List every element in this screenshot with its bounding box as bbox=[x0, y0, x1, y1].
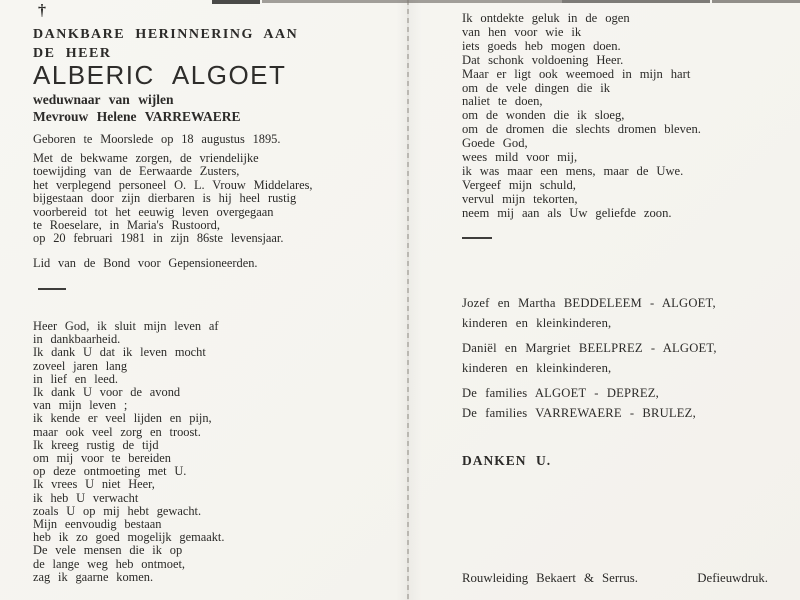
text-line: iets goeds heb mogen doen. bbox=[462, 38, 621, 53]
fold-shadow bbox=[396, 0, 422, 600]
text-line: ik heb U verwacht bbox=[33, 490, 139, 505]
page-left bbox=[33, 0, 393, 600]
text-line: Ik dank U dat ik leven mocht bbox=[33, 345, 206, 360]
thanks-line: DANKEN U. bbox=[462, 453, 552, 468]
widower-line: weduwnaar van wijlen bbox=[33, 92, 174, 107]
text-line: De families VARREWAERE - BRULEZ, bbox=[462, 405, 696, 420]
text-line: Ik kreeg rustig de tijd bbox=[33, 437, 159, 452]
text-line: in dankbaarheid. bbox=[33, 332, 121, 347]
text-line: Maar er ligt ook weemoed in mijn hart bbox=[462, 66, 691, 81]
text-line: om mij voor te bereiden bbox=[33, 451, 171, 466]
text-line: in lief en leed. bbox=[33, 371, 119, 386]
birth-line: Geboren te Moorslede op 18 augustus 1895. bbox=[33, 132, 281, 146]
text-line: heb ik zo goed mogelijk gemaakt. bbox=[33, 530, 225, 545]
memorial-title-line1: DANKBARE HERINNERING AAN bbox=[33, 27, 299, 42]
text-line: Heer God, ik sluit mijn leven af bbox=[33, 319, 219, 333]
text-line: vervul mijn tekorten, bbox=[462, 191, 578, 206]
text-line: De vele mensen die ik op bbox=[33, 543, 183, 558]
text-line: van hen voor wie ik bbox=[462, 24, 582, 39]
text-line: Goede God, bbox=[462, 136, 528, 151]
text-line: zoveel jaren lang bbox=[33, 358, 128, 373]
text-line: Dat schonk voldoening Heer. bbox=[462, 52, 624, 67]
text-line: kinderen en kleinkinderen, bbox=[462, 315, 612, 330]
text-line: neem mij aan als Uw geliefde zoon. bbox=[462, 205, 672, 220]
text-line: Ik vrees U niet Heer, bbox=[33, 477, 155, 492]
text-line: ik was maar een mens, maar de Uwe. bbox=[462, 163, 684, 178]
spouse-name-line: Mevrouw Helene VARREWAERE bbox=[33, 109, 241, 124]
text-line: Vergeef mijn schuld, bbox=[462, 177, 576, 192]
section-divider bbox=[462, 237, 492, 239]
text-line: Daniël en Margriet BEELPREZ - ALGOET, bbox=[462, 341, 717, 355]
text-line: bijgestaan door zijn dierbaren is hij heel rustig bbox=[33, 191, 297, 206]
printer-credit: Defieuwdruk. bbox=[697, 571, 768, 585]
text-line: het verplegend personeel O. L. Vrouw Middelares, bbox=[33, 177, 313, 192]
membership-line: Lid van de Bond voor Gepensioneerden. bbox=[33, 256, 258, 270]
deceased-name: ALBERIC ALGOET bbox=[33, 60, 287, 90]
text-line: De families ALGOET - DEPREZ, bbox=[462, 386, 659, 400]
family-group-families bbox=[462, 384, 696, 423]
death-paragraph bbox=[33, 152, 313, 246]
text-line: zoals U op mij hebt gewacht. bbox=[33, 503, 202, 518]
prayer-text-left bbox=[33, 320, 224, 584]
text-line: ik kende er veel lijden en pijn, bbox=[33, 411, 212, 426]
text-line: toewijding van de Eerwaarde Zusters, bbox=[33, 164, 240, 179]
text-line: wees mild voor mij, bbox=[462, 150, 578, 165]
fold-line bbox=[407, 0, 409, 600]
memorial-title-line2: DE HEER bbox=[33, 46, 112, 61]
section-divider bbox=[38, 288, 66, 290]
text-line: Jozef en Martha BEDDELEEM - ALGOET, bbox=[462, 296, 716, 310]
text-line: Mijn eenvoudig bestaan bbox=[33, 517, 162, 532]
text-line: maar ook veel zorg en troost. bbox=[33, 424, 201, 439]
text-line: naliet te doen, bbox=[462, 94, 543, 109]
text-line: van mijn leven ; bbox=[33, 398, 128, 413]
text-line: Met de bekwame zorgen, de vriendelijke bbox=[33, 151, 259, 165]
page-right bbox=[462, 0, 792, 600]
footer-row bbox=[462, 571, 768, 586]
funeral-director-credit: Rouwleiding Bekaert & Serrus. bbox=[462, 571, 638, 585]
text-line: om de vele dingen die ik bbox=[462, 80, 611, 95]
prayer-text-right bbox=[462, 12, 701, 221]
text-line: Ik ontdekte geluk in de ogen bbox=[462, 11, 630, 25]
text-line: om de dromen die slechts dromen bleven. bbox=[462, 122, 701, 137]
text-line: om de wonden die ik sloeg, bbox=[462, 108, 625, 123]
family-group-beddeleem bbox=[462, 294, 716, 333]
text-line: Ik dank U voor de avond bbox=[33, 385, 181, 400]
text-line: zag ik gaarne komen. bbox=[33, 569, 154, 584]
text-line: voorbereid tot het eeuwig leven overgegaan bbox=[33, 204, 274, 219]
text-line: op deze ontmoeting met U. bbox=[33, 464, 187, 479]
text-line: te Roeselare, in Maria's Rustoord, bbox=[33, 218, 220, 233]
text-line: kinderen en kleinkinderen, bbox=[462, 360, 612, 375]
text-line: op 20 februari 1981 in zijn 86ste levensjaar. bbox=[33, 231, 284, 246]
family-group-beelprez bbox=[462, 339, 717, 378]
cross-symbol: † bbox=[38, 2, 46, 19]
text-line: de lange weg heb ontmoet, bbox=[33, 556, 186, 571]
